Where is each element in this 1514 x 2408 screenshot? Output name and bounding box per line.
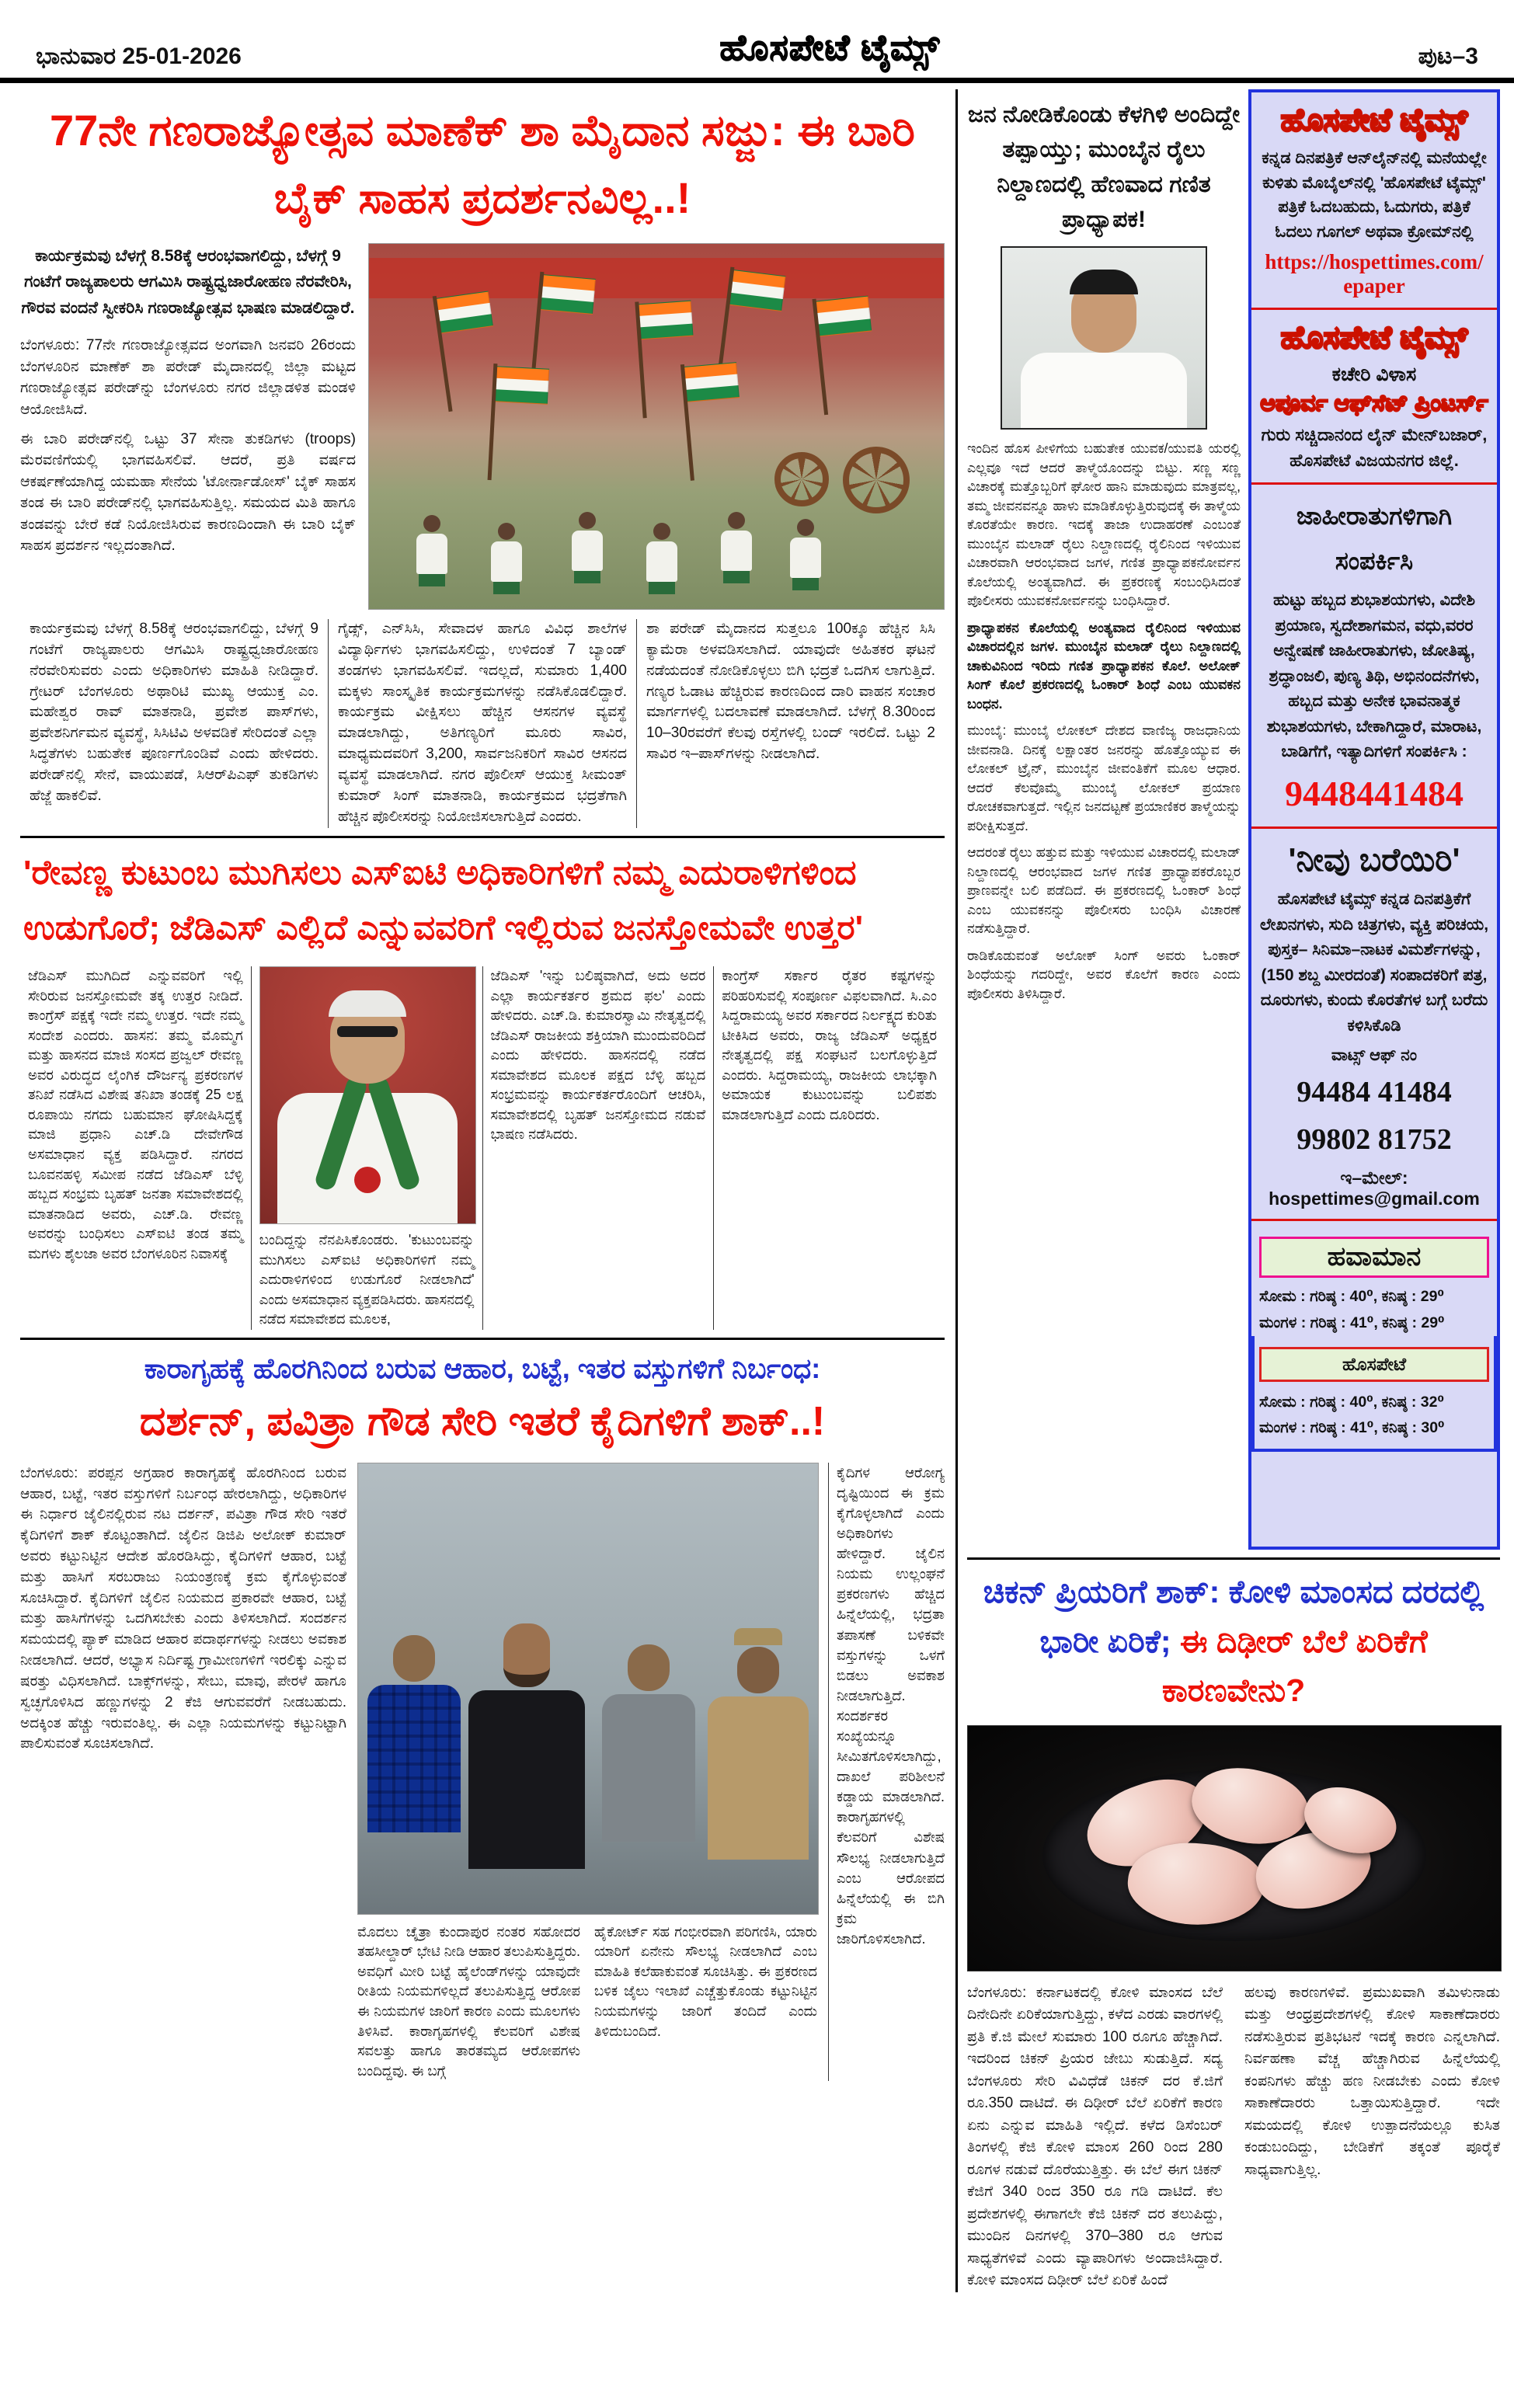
darshan-below-photo-columns bbox=[357, 1923, 817, 2081]
section-divider bbox=[20, 836, 945, 838]
cannon-wheel-icon bbox=[774, 452, 829, 506]
sidebar-promo-box bbox=[1248, 89, 1500, 1550]
section-divider bbox=[967, 1557, 1500, 1560]
sidebar-weather-section bbox=[1251, 1221, 1497, 1452]
jds-column-2 bbox=[251, 966, 482, 1330]
chicken-headline-blue: ಚಿಕನ್ ಪ್ರಿಯರಿಗೆ ಶಾಕ್: ಕೋಳಿ ಮಾಂಸದ ದರದಲ್ಲಿ ಭಾರೀ ಏರಿಕೆ; bbox=[983, 1574, 1484, 1659]
india-flag-icon bbox=[729, 270, 786, 311]
darshan-kicker: ಕಾರಾಗೃಹಕ್ಕೆ ಹೊರಗಿನಿಂದ ಬರುವ ಆಹಾರ, ಬಟ್ಟೆ, ಇತರ ವಸ್ತುಗಳಿಗೆ ನಿರ್ಬಂಧ: bbox=[144, 1352, 821, 1384]
darshan-column-2b: ಹೈಕೋರ್ಟ್ ಸಹ ಗಂಭೀರವಾಗಿ ಪರಿಗಣಿಸಿ, ಯಾರು ಯಾರಿಗೆ ಏನೇನು ಸೌಲಭ್ಯ ನೀಡಲಾಗಿದೆ ಎಂಬ ಮಾಹಿತಿ ಕಲೆಹಾಕುವಂತೆ ಸೂಚಿಸಿತ್ತು. ಈ ಪ್ರಕರಣದ ಬಳಿಕ ಜೈಲು ಇಲಾಖೆ ಎಚ್ಚೆತ್ತುಕೊಂಡು ಕಟ್ಟುನಿಟ್ಟಿನ ನಿಯಮಗಳನ್ನು ಜಾರಿಗೆ ತಂದಿದೆ ಎಂದು ತಿಳಿದುಬಂದಿದೆ. bbox=[594, 1923, 817, 2039]
parade-column-3: ಶಾ ಪರೇಡ್ ಮೈದಾನದ ಸುತ್ತಲೂ 100ಕ್ಕೂ ಹೆಚ್ಚಿನ ಸಿಸಿ ಕ್ಯಾಮೆರಾ ಅಳವಡಿಸಲಾಗಿದೆ. ಯಾವುದೇ ಅಹಿತಕರ ಘಟನೆ ನಡೆಯದಂತೆ ನೋಡಿಕೊಳ್ಳಲು ಬಿಗಿ ಭದ್ರತೆ ಒದಗಿಸ ಲಾಗುತ್ತಿದೆ. ಗಣ್ಯರ ಓಡಾಟ ಹೆಚ್ಚಿರುವ ಕಾರಣದಿಂದ ದಾರಿ ವಾಹನ ಸಂಚಾರ ಮಾರ್ಗಗಳಲ್ಲಿ ಬದಲಾವಣೆ ಮಾಡಲಾಗಿದೆ. ಬೆಳಗ್ಗೆ 8.30ರಿಂದ 10–30ರವರೆಗೆ ಕೆಲವು ರಸ್ತೆಗಳಲ್ಲಿ ಬಂದ್ ಇರಲಿದೆ. ಒಟ್ಟು 2 ಸಾವಿರ ಇ–ಪಾಸ್‌ಗಳನ್ನು ನೀಡಲಾಗಿದೆ. bbox=[636, 619, 945, 829]
parade-lead: ಬೆಂಗಳೂರು: 77ನೇ ಗಣರಾಜ್ಯೋತ್ಸವದ ಅಂಗವಾಗಿ ಜನವರಿ 26ರಂದು ಬೆಂಗಳೂರಿನ ಮಾಣೆಕ್ ಶಾ ಪರೇಡ್ ಮೈದಾನದಲ್ಲಿ ಜಿಲ್ಲಾ ಮಟ್ಟದ ಗಣರಾಜ್ಯೋತ್ಸವ ಪರೇಡ್‌ನ್ನು ಬೆಂಗಳೂರು ನಗರ ಜಿಲ್ಲಾಡಳಿತ ಮಂಡಳಿ ಆಯೋಜಿಸಿದೆ. bbox=[20, 337, 356, 419]
epaper-url: https://hospettimes.com/ epaper bbox=[1265, 250, 1484, 298]
marching-child-figure bbox=[645, 523, 679, 594]
weather-row-city-mon: ಸೋಮ : ಗರಿಷ್ಠ : 40⁰, ಕನಿಷ್ಠ : 32⁰ bbox=[1259, 1393, 1445, 1411]
parade-photo bbox=[368, 243, 945, 610]
darshan-middle-column bbox=[357, 1463, 817, 2081]
jds-headline bbox=[23, 846, 945, 955]
jds-body-columns bbox=[20, 966, 945, 1330]
sidebar-ads-section bbox=[1251, 485, 1497, 829]
whatsapp-number-2: 99802 81752 bbox=[1296, 1122, 1452, 1156]
chicken-column-2: ಹಲವು ಕಾರಣಗಳಿವೆ. ಪ್ರಮುಖವಾಗಿ ತಮಿಳುನಾಡು ಮತ್ತು ಆಂಧ್ರಪ್ರದೇಶಗಳಲ್ಲಿ ಕೋಳಿ ಸಾಕಾಣೆದಾರರು ನಡೆಸುತ್ತಿರುವ ಪ್ರತಿಭಟನೆ ಇದಕ್ಕೆ ಕಾರಣ ಎನ್ನಲಾಗಿದೆ. ನಿರ್ವಹಣಾ ವೆಚ್ಚ ಹೆಚ್ಚಾಗಿರುವ ಹಿನ್ನೆಲೆಯಲ್ಲಿ ಕಂಪನಿಗಳು ಹೆಚ್ಚು ಹಣ ನೀಡಬೇಕು ಎಂದು ಕೋಳಿ ಸಾಕಾಣೆದಾರರು ಒತ್ತಾಯಿಸುತ್ತಿದ್ದಾರೆ. ಇದೇ ಸಮಯದಲ್ಲಿ ಕೋಳಿ ಉತ್ಪಾದನೆಯಲ್ಲೂ ಕುಸಿತ ಕಂಡುಬಂದಿದ್ದು, ಬೇಡಿಕೆಗೆ ತಕ್ಕಂತೆ ಪೂರೈಕೆ ಸಾಧ್ಯವಾಗುತ್ತಿಲ್ಲ. bbox=[1244, 1984, 1500, 2178]
article-darshan bbox=[20, 1348, 945, 2081]
date-label: ಭಾನುವಾರ 25-01-2026 bbox=[36, 43, 242, 69]
mumbai-para-2: ಮುಂಬೈ: ಮುಂಬೈ ಲೋಕಲ್ ದೇಶದ ವಾಣಿಜ್ಯ ರಾಜಧಾನಿಯ ಜೀವನಾಡಿ. ದಿನಕ್ಕೆ ಲಕ್ಷಾಂತರ ಜನರನ್ನು ಹೊತ್ತೊಯ್ಯುವ ಈ ಲೋಕಲ್ ಟ್ರೈನ್, ಮುಂಬೈನ ಜೀವಂತಿಕೆಗೆ ಮೂಲ ಆಧಾರ. ಆದರೆ ಕೆಲವೊಮ್ಮೆ ಮುಂಬೈ ಲೋಕಲ್ ಪ್ರಯಾಣ ರೋಚಕವಾಗುತ್ತದೆ. ಇಲ್ಲಿನ ಜನದಟ್ಟಣೆ ಪ್ರಯಾಣಿಕರ ತಾಳ್ಮೆಯನ್ನು ಪರೀಕ್ಷಿಸುತ್ತದೆ. bbox=[967, 722, 1241, 833]
article-chicken bbox=[967, 1568, 1500, 2292]
sidebar-logo: ಹೊಸಪೇಟೆ ಟೈಮ್ಸ್ bbox=[1280, 321, 1468, 355]
darshan-column-1: ಬೆಂಗಳೂರು: ಪರಪ್ಪನ ಅಗ್ರಹಾರ ಕಾರಾಗೃಹಕ್ಕೆ ಹೊರಗಿನಿಂದ ಬರುವ ಆಹಾರ, ಬಟ್ಟೆ, ಇತರ ವಸ್ತುಗಳಿಗೆ ನಿರ್ಬಂಧ ಹೇರಲಾಗಿದ್ದು, ಅಧಿಕಾರಿಗಳ ಈ ನಿರ್ಧಾರ ಜೈಲಿನಲ್ಲಿರುವ ನಟ ದರ್ಶನ್, ಪವಿತ್ರಾ ಗೌಡ ಸೇರಿ ಇತರೆ ಕೈದಿಗಳಿಗೆ ಶಾಕ್ ಕೊಟ್ಟಂತಾಗಿದೆ. ಜೈಲಿನ ಡಿಜಿಪಿ ಅಲೋಕ್ ಕುಮಾರ್ ಅವರು ಕಟ್ಟುನಿಟ್ಟಿನ ಆದೇಶ ಹೊರಡಿಸಿದ್ದು, ಕೈದಿಗಳಿಗೆ ಆಹಾರ, ಬಟ್ಟೆ ಮತ್ತು ಹಾಸಿಗೆ ಸರಬರಾಜು ನಿಯಂತ್ರಣಕ್ಕೆ ಕ್ರಮ ಕೈಗೊಳ್ಳುವಂತೆ ಸೂಚಿಸಿದ್ದಾರೆ. ಕೈದಿಗಳಿಗೆ ಜೈಲಿನ ನಿಯಮದ ಪ್ರಕಾರವೇ ಆಹಾರ, ಬಟ್ಟೆ ಮತ್ತು ಹಾಸಿಗೆಗಳನ್ನು ಒದಗಿಸಬೇಕು ಎಂದು ತಿಳಿಸಲಾಗಿದೆ. ಸಂದರ್ಶನ ಸಮಯದಲ್ಲಿ ಪ್ಯಾಕ್ ಮಾಡಿದ ಆಹಾರ ಪದಾರ್ಥಗಳನ್ನು ನೀಡಲು ಅವಕಾಶ ನೀಡಲಾಗಿದೆ. ಆದರೆ, ಅಭ್ಯಾಸ ನಿರ್ದಿಷ್ಟ ಗ್ರಾಮೀಣಗಳಿಗೆ ಇರಲಿಕ್ಕು ಎನ್ನುವ ಷರತ್ತು ವಿಧಿಸಲಾಗಿದೆ. ಬಾಕ್ಸ್‌ಗಳನ್ನು, ಸೇಬು, ಮಾವು, ಪೇರಳೆ ಹಾಗೂ ಸ್ವಚ್ಛಗೊಳಿಸಿದ ಹಣ್ಣುಗಳನ್ನು 2 ಕೆಜಿ ಆಗುವವರೆಗೆ ನೀಡಬಹುದು. ಅದಕ್ಕಿಂತ ಹೆಚ್ಚು ಇರುವಂತಿಲ್ಲ. ಈ ಎಲ್ಲಾ ನಿಯಮಗಳನ್ನು ಕಟ್ಟುನಿಟ್ಟಾಗಿ ಪಾಲಿಸುವಂತೆ ಸೂಚಿಸಲಾಗಿದೆ. bbox=[20, 1463, 346, 1752]
sidebar-logo: ಹೊಸಪೇಟೆ ಟೈಮ್ಸ್ bbox=[1280, 103, 1468, 137]
devegowda-photo bbox=[259, 966, 476, 1224]
india-flag-icon bbox=[638, 300, 693, 339]
chicken-column-1: ಬೆಂಗಳೂರು: ಕರ್ನಾಟಕದಲ್ಲಿ ಕೋಳಿ ಮಾಂಸದ ಬೆಲೆ ದಿನೇದಿನೇ ಏರಿಕೆಯಾಗುತ್ತಿದ್ದು, ಕಳೆದ ಎರಡು ವಾರಗಳಲ್ಲಿ ಪ್ರತಿ ಕೆ.ಜಿ ಮೇಲೆ ಸುಮಾರು 100 ರೂಗೂ ಹೆಚ್ಚಾಗಿದೆ. ಇದರಿಂದ ಚಿಕನ್ ಪ್ರಿಯರ ಜೇಬು ಸುಡುತ್ತಿದೆ. ಸದ್ಯ ಬೆಂಗಳೂರು ಸೇರಿ ವಿವಿಧೆಡೆ ಚಿಕನ್ ದರ ಕೆ.ಜಿಗೆ ರೂ.350 ದಾಟಿದೆ. ಈ ದಿಢೀರ್ ಬೆಲೆ ಏರಿಕೆಗೆ ಕಾರಣ ಏನು ಎನ್ನುವ ಮಾಹಿತಿ ಇಲ್ಲಿದೆ. ಕಳೆದ ಡಿಸೆಂಬರ್ ತಿಂಗಳಲ್ಲಿ ಕೆಜಿ ಕೋಳಿ ಮಾಂಸ 260 ರಿಂದ 280 ರೂಗಳ ನಡುವೆ ದೊರೆಯುತ್ತಿತ್ತು. ಈ ಬೆಲೆ ಈಗ ಚಿಕನ್ ಕೆಜಿಗೆ 340 ರಿಂದ 350 ರೂ ಗಡಿ ದಾಟಿದೆ. ಕೆಲ ಪ್ರದೇಶಗಳಲ್ಲಿ ಈಗಾಗಲೇ ಕೆಜಿ ಚಿಕನ್ ದರ ತಲುಪಿದ್ದು, ಮುಂದಿನ ದಿನಗಳಲ್ಲಿ 370–380 ರೂ ಆಗುವ ಸಾಧ್ಯತೆಗಳಿವೆ ಎಂದು ವ್ಯಾಪಾರಿಗಳು ಅಂದಾಜಿಸಿದ್ದಾರೆ. ಕೋಳಿ ಮಾಂಸದ ದಿಢೀರ್ ಬೆಲೆ ಏರಿಕೆ ಹಿಂದೆ bbox=[967, 1984, 1223, 2289]
chicken-photo bbox=[967, 1725, 1502, 1971]
glasses-icon bbox=[337, 1026, 398, 1037]
chicken-headline-red: ಈ ದಿಢೀರ್ ಬೆಲೆ ಏರಿಕೆಗೆ ಕಾರಣವೇನು? bbox=[1161, 1623, 1428, 1709]
jds-headline-line1: 'ರೇವಣ್ಣ ಕುಟುಂಬ ಮುಗಿಸಲು ಎಸ್‌ಐಟಿ ಅಧಿಕಾರಿಗಳಿಗೆ ನಮ್ಮ ಎದುರಾಳಿಗಳಿಂದ bbox=[23, 854, 857, 893]
sidebar-office-section bbox=[1251, 310, 1497, 485]
parade-intro: ಕಾರ್ಯಕ್ರಮವು ಬೆಳಗ್ಗೆ 8.58ಕ್ಕೆ ಆರಂಭವಾಗಲಿದ್ದು, ಬೆಳಗ್ಗೆ 9 ಗಂಟೆಗೆ ರಾಜ್ಯಪಾಲರು ಆಗಮಿಸಿ ರಾಷ್ಟ್ರಧ್ವಜಾರೋಹಣ ನೆರವೇರಿಸಿ, ಗೌರವ ವಂದನೆ ಸ್ವೀಕರಿಸಿ ಗಣರಾಜ್ಯೋತ್ಸವ ಭಾಷಣ ಮಾಡಲಿದ್ದಾರೆ. bbox=[21, 246, 355, 317]
mumbai-subhead: ಪ್ರಾಧ್ಯಾಪಕನ ಕೊಲೆಯಲ್ಲಿ ಅಂತ್ಯವಾದ ರೈಲಿನಿಂದ ಇಳಿಯುವ ವಿಚಾರದಲ್ಲಿನ ಜಗಳ. ಮುಂಬೈನ ಮಲಾಡ್ ರೈಲು ನಿಲ್ದಾಣದಲ್ಲಿ ಚಾಕುವಿನಿಂದ ಇರಿದು ಗಣಿತ ಪ್ರಾಧ್ಯಾಪಕನ ಕೊಲೆ. ಅಲೋಕ್ ಸಿಂಗ್ ಕೊಲೆ ಪ್ರಕರಣದಲ್ಲಿ ಓಂಕಾರ್ ಶಿಂಧೆ ಎಂಬ ಯುವಕನ ಬಂಧನ. bbox=[967, 619, 1241, 712]
sidebar-epaper-section bbox=[1251, 92, 1497, 310]
professor-shirt bbox=[1021, 353, 1188, 430]
parade-headline: 77ನೇ ಗಣರಾಜ್ಯೋತ್ಸವ ಮಾಣೆಕ್ ಶಾ ಮೈದಾನ ಸಜ್ಜು: ಈ ಬಾರಿ ಬೈಕ್ ಸಾಹಸ ಪ್ರದರ್ಶನವಿಲ್ಲ..! bbox=[50, 106, 915, 222]
india-flag-icon bbox=[684, 362, 740, 402]
parade-body-columns bbox=[20, 619, 945, 829]
professor-hair bbox=[1070, 270, 1138, 294]
india-flag-icon bbox=[540, 274, 596, 315]
weather-city-title: ಹೊಸಪೇಟೆ bbox=[1259, 1347, 1489, 1382]
marching-child-figure bbox=[415, 515, 449, 586]
india-flag-icon bbox=[436, 291, 493, 334]
office-address: ಗುರು ಸಚ್ಚಿದಾನಂದ ಲೈನ್ ಮೇನ್‌ಬಜಾರ್, ಹೊಸಪೇಟೆ ವಿಜಯನಗರ ಜಿಲ್ಲೆ. bbox=[1261, 425, 1488, 470]
jds-column-4: ಕಾಂಗ್ರೆಸ್ ಸರ್ಕಾರ ರೈತರ ಕಷ್ಟಗಳನ್ನು ಪರಿಹರಿಸುವಲ್ಲಿ ಸಂಪೂರ್ಣ ವಿಫಲವಾಗಿದೆ. ಸಿ.ಎಂ ಸಿದ್ದರಾಮಯ್ಯ ಅವರ ಸರ್ಕಾರದ ನಿರ್ಲಕ್ಷ್ಯದ ಕುರಿತು ಟೀಕಿಸಿದ ಅವರು, ರಾಜ್ಯ ಜೆಡಿಎಸ್ ಅಧ್ಯಕ್ಷರ ನೇತೃತ್ವದಲ್ಲಿ ಪಕ್ಷ ಸಂಘಟನೆ ಬಲಗೊಳ್ಳುತ್ತಿದೆ ಎಂದರು. ಸಿದ್ದರಾಮಯ್ಯ, ರಾಜಕೀಯ ಲಾಭಕ್ಕಾಗಿ ಅಮಾಯಕ ಕುಟುಂಬವನ್ನು ಬಲಿಪಶು ಮಾಡಲಾಗುತ್ತಿದೆ ಎಂದು ದೂರಿದರು. bbox=[713, 966, 945, 1330]
india-flag-icon bbox=[495, 367, 549, 405]
ads-phone-number: 9448441484 bbox=[1285, 774, 1464, 814]
page-header bbox=[0, 0, 1514, 83]
ads-contact-title: ಜಾಹೀರಾತುಗಳಿಗಾಗಿ ಸಂಪರ್ಕಿಸಿ bbox=[1296, 502, 1453, 575]
mumbai-para-1: ಇಂದಿನ ಹೊಸ ಪೀಳಿಗೆಯ ಬಹುತೇಕ ಯುವಕ/ಯುವತಿ ಯರಲ್ಲಿ ಎಲ್ಲವೂ ಇದೆ ಆದರೆ ತಾಳ್ಮೆಯೊಂದನ್ನು ಬಿಟ್ಟು. ಸಣ್ಣ ಸಣ್ಣ ವಿಚಾರಕ್ಕೆ ಮತ್ತೊಬ್ಬರಿಗೆ ಘೋರ ಹಾನಿ ಮಾಡುವುದು ಮಾತ್ರವಲ್ಲ, ತಮ್ಮ ಜೀವನವನ್ನೂ ಹಾಳು ಮಾಡಿಕೊಳ್ಳುತ್ತಿರುವುದಕ್ಕೆ ಈ ತಾಳ್ಮೆಯ ಕೊರತೆಯೇ ಕಾರಣ. ಇದಕ್ಕೆ ತಾಜಾ ಉದಾಹರಣೆ ಎಂಬಂತೆ ಮುಂಬೈನ ಮಲಾಡ್ ರೈಲು ನಿಲ್ದಾಣದಲ್ಲಿ ರೈಲಿನಿಂದ ಇಳಿಯುವ ವಿಚಾರವಾಗಿ ಆರಂಭವಾದ ಜಗಳ, ಗಣಿತ ಪ್ರಾಧ್ಯಾಪಕನೋರ್ವನ ಕೊಲೆಯಲ್ಲಿ ಅಂತ್ಯವಾಗಿದೆ. ಈ ಪ್ರಕರಣಕ್ಕೆ ಸಂಬಂಧಿಸಿದಂತೆ ಪೊಲೀಸರು ಯುವಕನೋರ್ವನನ್ನು ಬಂಧಿಸಿದ್ದಾರೆ. bbox=[967, 440, 1241, 608]
article-jds bbox=[20, 846, 945, 1330]
page-number: ಪುಟ–3 bbox=[1418, 43, 1478, 69]
cannon-wheel-icon bbox=[843, 447, 910, 513]
parade-photo-banner bbox=[369, 258, 944, 298]
professor-photo bbox=[1001, 246, 1207, 430]
jds-column-3: ಜೆಡಿಎಸ್ 'ಇನ್ನು ಬಲಿಷ್ಠವಾಗಿದೆ, ಅದು ಅದರ ಎಲ್ಲಾ ಕಾರ್ಯಕರ್ತರ ಶ್ರಮದ ಫಲ' ಎಂದು ಹೇಳಿದರು. ಎಚ್.ಡಿ. ಕುಮಾರಸ್ವಾಮಿ ನೇತೃತ್ವದಲ್ಲಿ ಜೆಡಿಎಸ್ ರಾಜಕೀಯ ಶಕ್ತಿಯಾಗಿ ಮುಂದುವರಿದಿದೆ ಎಂದು ಹೇಳಿದರು. ಹಾಸನದಲ್ಲಿ ನಡೆದ ಸಮಾವೇಶದ ಮೂಲಕ ಪಕ್ಷದ ಬೆಳ್ಳಿ ಹಬ್ಬದ ಸಂಭ್ರಮವನ್ನು ಕಾರ್ಯಕರ್ತರೊಂದಿಗೆ ಆಚರಿಸಿ, ಸಮಾವೇಶದಲ್ಲಿ ಬೃಹತ್ ಜನಸ್ತೋಮದ ನಡುವೆ ಭಾಷಣ ನಡೆಸಿದರು. bbox=[482, 966, 714, 1330]
weather-row-state-tue: ಮಂಗಳ : ಗರಿಷ್ಠ : 41⁰, ಕನಿಷ್ಠ : 29⁰ bbox=[1259, 1314, 1445, 1331]
parade-para2: ಈ ಬಾರಿ ಪರೇಡ್‌ನಲ್ಲಿ ಒಟ್ಟು 37 ಸೇನಾ ತುಕಡಿಗಳು (troops) ಮೆರವಣಿಗೆಯಲ್ಲಿ ಭಾಗವಹಿಸಲಿವೆ. ಆದರೆ, ಪ್ರತಿ ವರ್ಷದ ಆಕರ್ಷಣೆಯಾಗಿದ್ದ ಯಮಹಾ ಸೇನೆಯ 'ಟೋರ್ನಾಡೋಸ್' ಬೈಕ್ ಸಾಹಸ ತಂಡ ಈ ಬಾರಿ ಪರೇಡ್‌ನಲ್ಲಿ ಭಾಗವಹಿಸುತ್ತಿಲ್ಲ. ಸಮಯದ ಮಿತಿ ಹಾಗೂ ತಂಡವನ್ನು ಬೇರೆ ಕಡೆ ನಿಯೋಜಿಸಿರುವ ಕಾರಣದಿಂದಾಗಿ ಈ ಬಾರಿ ಬೈಕ್ ಸಾಹಸ ಪ್ರದರ್ಶನ ಇಲ್ಲದಂತಾಗಿದೆ. bbox=[20, 430, 356, 555]
chicken-body-columns bbox=[967, 1982, 1500, 2292]
you-write-title: 'ನೀವು ಬರೆಯಿರಿ' bbox=[1288, 841, 1460, 879]
darshan-column-3: ಕೈದಿಗಳ ಆರೋಗ್ಯ ದೃಷ್ಟಿಯಿಂದ ಈ ಕ್ರಮ ಕೈಗೊಳ್ಳಲಾಗಿದೆ ಎಂದು ಅಧಿಕಾರಿಗಳು ಹೇಳಿದ್ದಾರೆ. ಜೈಲಿನ ನಿಯಮ ಉಲ್ಲಂಘನೆ ಪ್ರಕರಣಗಳು ಹೆಚ್ಚಿದ ಹಿನ್ನೆಲೆಯಲ್ಲಿ, ಭದ್ರತಾ ತಪಾಸಣೆ ಬಳಿಕವೇ ವಸ್ತುಗಳನ್ನು ಒಳಗೆ ಬಿಡಲು ಅವಕಾಶ ನೀಡಲಾಗುತ್ತಿದೆ. ಸಂದರ್ಶಕರ ಸಂಖ್ಯೆಯನ್ನೂ ಸೀಮಿತಗೊಳಿಸಲಾಗಿದ್ದು, ದಾಖಲೆ ಪರಿಶೀಲನೆ ಕಡ್ಡಾಯ ಮಾಡಲಾಗಿದೆ. ಕಾರಾಗೃಹಗಳಲ್ಲಿ ಕೆಲವರಿಗೆ ವಿಶೇಷ ಸೌಲಭ್ಯ ನೀಡಲಾಗುತ್ತಿದೆ ಎಂಬ ಆರೋಪದ ಹಿನ್ನೆಲೆಯಲ್ಲಿ ಈ ಬಿಗಿ ಕ್ರಮ ಜಾರಿಗೊಳಿಸಲಾಗಿದೆ. bbox=[828, 1463, 945, 2081]
darshan-column-2a: ಮೊದಲು ಚೈತ್ರಾ ಕುಂದಾಪುರ ನಂತರ ಸಹೋದರ ತಹಸೀಲ್ದಾರ್ ಭೇಟಿ ನೀಡಿ ಆಹಾರ ತಲುಪಿಸುತ್ತಿದ್ದರು. ಅವಧಿಗೆ ಮೀರಿ ಬಟ್ಟೆ ಹೈಲೆಂಡ್‌ಗಳನ್ನು ಯಾವುದೇ ರೀತಿಯ ನಿಯಮಗಳಿಲ್ಲದೆ ತಲುಪಿಸುತ್ತಿದ್ದ ಆರೋಪ ಈ ನಿಯಮಗಳ ಜಾರಿಗೆ ಕಾರಣ ಎಂದು ಮೂಲಗಳು ತಿಳಿಸಿವೆ. ಕಾರಾಗೃಹಗಳಲ್ಲಿ ಕೆಲವರಿಗೆ ವಿಶೇಷ ಸವಲತ್ತು ಹಾಗೂ ತಾರತಮ್ಯದ ಆರೋಪಗಳು ಬಂದಿದ್ದವು. ಈ ಬಗ್ಗೆ bbox=[357, 1923, 580, 2079]
page-content bbox=[0, 83, 1514, 2292]
ads-contact-text: ಹುಟ್ಟು ಹಬ್ಬದ ಶುಭಾಶಯಗಳು, ವಿದೇಶಿ ಪ್ರಯಾಣ, ಸ್ವದೇಶಾಗಮನ, ವಧು,ವರರ ಅನ್ವೇಷಣೆ ಜಾಹೀರಾತುಗಳು, ಜೋತಿಷ್ಯ, ಶ್ರದ್ಧಾಂಜಲಿ, ಪುಣ್ಯ ತಿಥಿ, ಅಭಿನಂದನೆಗಳು, ಹಬ್ಬದ ಮತ್ತು ಅನೇಕ ಭಾವನಾತ್ಮಕ ಶುಭಾಶಯಗಳು, ಬೇಕಾಗಿದ್ದಾರೆ, ಮಾರಾಟ, ಬಾಡಿಗೆಗೆ, ಇತ್ಯಾದಿಗಳಿಗೆ ಸಂಪರ್ಕಿಸಿ : bbox=[1266, 591, 1482, 761]
mumbai-para-4: ರಾಡಿಕೊಡುವಂತೆ ಅಲೋಕ್ ಸಿಂಗ್ ಅವರು ಓಂಕಾರ್ ಶಿಂಧೆಯನ್ನು ಗದರಿದ್ದೇ, ಅವರ ಕೊಲೆಗೆ ಕಾರಣ ಎಂದು ಪೊಲೀಸರು ತಿಳಿಸಿದ್ದಾರೆ. bbox=[967, 947, 1241, 1001]
mumbai-para-3: ಆದರಂತೆ ರೈಲು ಹತ್ತುವ ಮತ್ತು ಇಳಿಯುವ ವಿಚಾರದಲ್ಲಿ ಮಲಾಡ್ ನಿಲ್ದಾಣದಲ್ಲಿ ಆರಂಭವಾದ ಜಗಳ ಗಣಿತ ಪ್ರಾಧ್ಯಾಪಕರೊಬ್ಬರ ಪ್ರಾಣವನ್ನೇ ಬಲಿ ಪಡೆದಿದೆ. ಈ ಪ್ರಕರಣದಲ್ಲಿ ಓಂಕಾರ್ ಶಿಂಧೆ ಎಂಬ ಯುವಕನನ್ನು ಪೊಲೀಸರು ಬಂಧಿಸಿ ವಿಚಾರಣೆ ನಡೆಸುತ್ತಿದ್ದಾರೆ. bbox=[967, 844, 1241, 936]
police-officer-figure bbox=[708, 1628, 809, 1860]
masthead-title: ಹೊಸಪೇಟೆ ಟೈಮ್ಸ್ bbox=[719, 27, 941, 68]
india-flag-icon bbox=[816, 296, 872, 337]
jds-column-2-text: ಬಂದಿದ್ದನ್ನು ನೆನಪಿಸಿಕೊಂಡರು. 'ಕುಟುಂಬವನ್ನು ಮುಗಿಸಲು ಎಸ್‌ಐಟಿ ಅಧಿಕಾರಿಗಳಿಗೆ ನಮ್ಮ ಎದುರಾಳಿಗಳಿಂದ ಉಡುಗೊರೆ ನೀಡಲಾಗಿದೆ' ಎಂದು ಅಸಮಾಧಾನ ವ್ಯಕ್ತಪಡಿಸಿದರು. ಹಾಸನದಲ್ಲಿ ನಡೆದ ಸಮಾವೇಶದ ಮೂಲಕ, bbox=[259, 1232, 475, 1328]
article-parade bbox=[20, 97, 945, 828]
darshan-photo bbox=[357, 1463, 819, 1915]
sidebar-write-section bbox=[1251, 829, 1497, 1221]
darshan-figure bbox=[468, 1623, 585, 1869]
devegowda-hair bbox=[329, 990, 406, 1017]
whatsapp-number-1: 94484 41484 bbox=[1296, 1075, 1452, 1108]
mumbai-body bbox=[967, 439, 1241, 1003]
whatsapp-label: ವಾಟ್ಸ್ ಆಫ್ ನಂ bbox=[1331, 1046, 1418, 1065]
marching-child-figure bbox=[489, 523, 524, 594]
right-zone bbox=[955, 89, 1500, 2292]
office-address-label: ಕಚೇರಿ ವಿಳಾಸ bbox=[1331, 364, 1417, 385]
marching-child-figure bbox=[570, 512, 604, 583]
jds-headline-line2: ಉಡುಗೊರೆ; ಜೆಡಿಎಸ್ ಎಲ್ಲಿದೆ ಎನ್ನುವವರಿಗೆ ಇಲ್ಲಿರುವ ಜನಸ್ತೋಮವೇ ಉತ್ತರ' bbox=[23, 908, 864, 947]
marching-child-figure bbox=[788, 519, 823, 590]
printer-name: ಅಪೂರ್ವ ಆಫ್‌ಸೆಟ್ ಪ್ರಿಂಟರ್ಸ್ bbox=[1260, 391, 1488, 416]
devegowda-figure bbox=[277, 1093, 458, 1224]
marching-child-figure bbox=[719, 512, 754, 583]
weather-title: ಹವಾಮಾನ bbox=[1259, 1237, 1489, 1278]
left-zone bbox=[20, 89, 945, 2292]
darshan-body bbox=[20, 1463, 945, 2081]
mumbai-headline: ಜನ ನೋಡಿಕೊಂಡು ಕೆಳಗಿಳಿ ಅಂದಿದ್ದೇ ತಪ್ಪಾಯ್ತು; ಮುಂಬೈನ ರೈಲು ನಿಲ್ದಾಣದಲ್ಲಿ ಹೆಣವಾದ ಗಣಿತ ಪ್ರಾಧ್ಯಾಪಕ! bbox=[967, 102, 1241, 232]
weather-row-state-mon: ಸೋಮ : ಗರಿಷ್ಠ : 40⁰, ಕನಿಷ್ಠ : 29⁰ bbox=[1259, 1288, 1445, 1306]
you-write-text: ಹೊಸಪೇಟೆ ಟೈಮ್ಸ್ ಕನ್ನಡ ದಿನಪತ್ರಿಕೆಗೆ ಲೇಖನಗಳು, ಸುದಿ ಚಿತ್ರಗಳು, ವ್ಯಕ್ತಿ ಪರಿಚಯ, ಪುಸ್ತಕ– ಸಿನಿಮಾ–ನಾಟಕ ವಿಮರ್ಶೆಗಳನ್ನು,(150 ಶಬ್ದ ಮೀರದಂತೆ) ಸಂಪಾದಕರಿಗೆ ಪತ್ರ, ದೂರುಗಳು, ಕುಂದು ಕೊರತೆಗಳ ಬಗ್ಗೆ ಬರೆದು ಕಳಿಸಿಕೊಡಿ bbox=[1259, 890, 1489, 1035]
epaper-promo-text: ಕನ್ನಡ ದಿನಪತ್ರಿಕೆ ಆನ್‌ಲೈನ್‌ನಲ್ಲಿ ಮನೆಯಲ್ಲೇ ಕುಳಿತು ಮೊಬೈಲ್‌ನಲ್ಲಿ 'ಹೊಸಪೇಟೆ ಟೈಮ್ಸ್' ಪತ್ರಿಕೆ ಓದಬಹುದು, ಓದುಗರು, ಪತ್ರಿಕೆ ಓದಲು ಗೂಗಲ್ ಅಥವಾ ಕ್ರೋಮ್‌ನಲ್ಲಿ bbox=[1262, 149, 1487, 241]
article-mumbai bbox=[967, 89, 1241, 1550]
weather-city-box bbox=[1251, 1336, 1497, 1452]
chicken-headline bbox=[967, 1568, 1500, 1716]
crowd-figure bbox=[367, 1635, 461, 1832]
parade-column-2: ಗೈಡ್ಸ್, ಎನ್‌ಸಿಸಿ, ಸೇವಾದಳ ಹಾಗೂ ವಿವಿಧ ಶಾಲೆಗಳ ವಿದ್ಯಾರ್ಥಿಗಳು ಭಾಗವಹಿಸಲಿದ್ದು, ಉಳಿದಂತೆ 7 ಬ್ಯಾಂಡ್ ತಂಡಗಳು ಭಾಗವಹಿಸಲಿವೆ. ಇದಲ್ಲದೆ, ಸುಮಾರು 1,400 ಮಕ್ಕಳು ಸಾಂಸ್ಕೃತಿಕ ಕಾರ್ಯಕ್ರಮಗಳನ್ನು ನಡೆಸಿಕೊಡಲಿದ್ದಾರೆ. ಕಾರ್ಯಕ್ರಮ ವೀಕ್ಷಿಸಲು ಹೆಚ್ಚಿನ ಆಸನಗಳ ವ್ಯವಸ್ಥೆ ಮಾಡಲಾಗಿದ್ದು, ಅತಿಗಣ್ಯರಿಗೆ ಮೂರು ಸಾವಿರ, ಮಾಧ್ಯಮದವರಿಗೆ 3,200, ಸಾರ್ವಜನಿಕರಿಗೆ ಸಾವಿರ ಆಸನದ ವ್ಯವಸ್ಥೆ ಮಾಡಲಾಗಿದೆ. ನಗರ ಪೊಲೀಸ್ ಆಯುಕ್ತ ಸೀಮಂತ್ ಕುಮಾರ್ ಸಿಂಗ್ ಮಾತನಾಡಿ, ಕಾರ್ಯಕ್ರಮದ ಭದ್ರತೆಗಾಗಿ ಹೆಚ್ಚಿನ ಪೊಲೀಸರನ್ನು ನಿಯೋಜಿಸಲಾಗುತ್ತಿದೆ ಎಂದರು. bbox=[328, 619, 636, 829]
parade-column-1: ಕಾರ್ಯಕ್ರಮವು ಬೆಳಗ್ಗೆ 8.58ಕ್ಕೆ ಆರಂಭವಾಗಲಿದ್ದು, ಬೆಳಗ್ಗೆ 9 ಗಂಟೆಗೆ ರಾಜ್ಯಪಾಲರು ಆಗಮಿಸಿ ರಾಷ್ಟ್ರಧ್ವಜಾರೋಹಣ ನೆರವೇರಿಸುವರು ಎಂದು ಅಧಿಕಾರಿಗಳು ಮಾಹಿತಿ ನೀಡಿದ್ದಾರೆ. ಗ್ರೇಟರ್ ಬೆಂಗಳೂರು ಅಥಾರಿಟಿ ಮುಖ್ಯ ಆಯುಕ್ತ ಎಂ. ಮಹೇಶ್ವರ ರಾವ್ ಮಾತನಾಡಿ, ಪ್ರವೇಶ ಪಾಸ್‌ಗಳು, ಪ್ರವೇಶನಿರ್ಗಮನ ವ್ಯವಸ್ಥೆ, ಸಿಸಿಟಿವಿ ಅಳವಡಿಕೆ ಸೇರಿದಂತೆ ಎಲ್ಲಾ ಸಿದ್ಧತೆಗಳು ಬಹುತೇಕ ಪೂರ್ಣಗೊಂಡಿವೆ ಎಂದು ಹೇಳಿದರು. ಪರೇಡ್‌ನಲ್ಲಿ ಸೇನೆ, ವಾಯುಪಡೆ, ಸಿಆರ್‌ಪಿಎಫ್ ತುಕಡಿಗಳು ಹೆಜ್ಜೆ ಹಾಕಲಿವೆ. bbox=[30, 620, 318, 805]
section-divider bbox=[20, 1338, 945, 1340]
email-address: ಇ–ಮೇಲ್: hospettimes@gmail.com bbox=[1269, 1167, 1480, 1209]
darshan-headline: ದರ್ಶನ್, ಪವಿತ್ರಾ ಗೌಡ ಸೇರಿ ಇತರೆ ಕೈದಿಗಳಿಗೆ ಶಾಕ್..! bbox=[139, 1398, 826, 1444]
parade-intro-column bbox=[20, 243, 356, 610]
jds-column-1: ಜೆಡಿಎಸ್ ಮುಗಿದಿದೆ ಎನ್ನುವವರಿಗೆ ಇಲ್ಲಿ ಸೇರಿರುವ ಜನಸ್ತೋಮವೇ ತಕ್ಕ ಉತ್ತರ ನೀಡಿದೆ. ಕಾಂಗ್ರೆಸ್ ಪಕ್ಷಕ್ಕೆ ಇದೇ ನಮ್ಮ ಉತ್ತರ. ಇದೇ ನಮ್ಮ ಸಂದೇಶ ಎಂದರು. ಹಾಸನ: ತಮ್ಮ ಮೊಮ್ಮಗ ಮತ್ತು ಹಾಸನದ ಮಾಜಿ ಸಂಸದ ಪ್ರಜ್ವಲ್ ರೇವಣ್ಣ ಅವರ ವಿರುದ್ಧದ ಲೈಂಗಿಕ ದೌರ್ಜನ್ಯ ಪ್ರಕರಣಗಳ ತನಿಖೆ ನಡೆಸಿದ ವಿಶೇಷ ತನಿಖಾ ತಂಡಕ್ಕೆ 25 ಲಕ್ಷ ರೂಪಾಯಿ ನಗದು ಬಹುಮಾನ ಘೋಷಿಸಿದ್ದಕ್ಕೆ ಮಾಜಿ ಪ್ರಧಾನಿ ಎಚ್.ಡಿ ದೇವೇಗೌಡ ಅಸಮಾಧಾನ ವ್ಯಕ್ತ ಪಡಿಸಿದ್ದಾರೆ. ನಗರದ ಬೂವನಹಳ್ಳಿ ಸಮೀಪ ನಡೆದ ಜೆಡಿಎಸ್ ಬೆಳ್ಳಿ ಹಬ್ಬದ ಸಂಭ್ರಮ ಬೃಹತ್ ಜನತಾ ಸಮಾವೇಶದಲ್ಲಿ ಮಾತನಾಡಿದ ಅವರು, ಎಚ್.ಡಿ. ರೇವಣ್ಣ ಅವರನ್ನು ಬಂಧಿಸಲು ಎಸ್‌ಐಟಿ ತಂಡ ತಮ್ಮ ಮಗಳು ಶೈಲಜಾ ಅವರ ಬೆಂಗಳೂರಿನ ನಿವಾಸಕ್ಕೆ bbox=[28, 968, 243, 1261]
crowd-figure bbox=[602, 1644, 695, 1842]
weather-row-city-tue: ಮಂಗಳ : ಗರಿಷ್ಠ : 41⁰, ಕನಿಷ್ಠ : 30⁰ bbox=[1259, 1418, 1445, 1436]
